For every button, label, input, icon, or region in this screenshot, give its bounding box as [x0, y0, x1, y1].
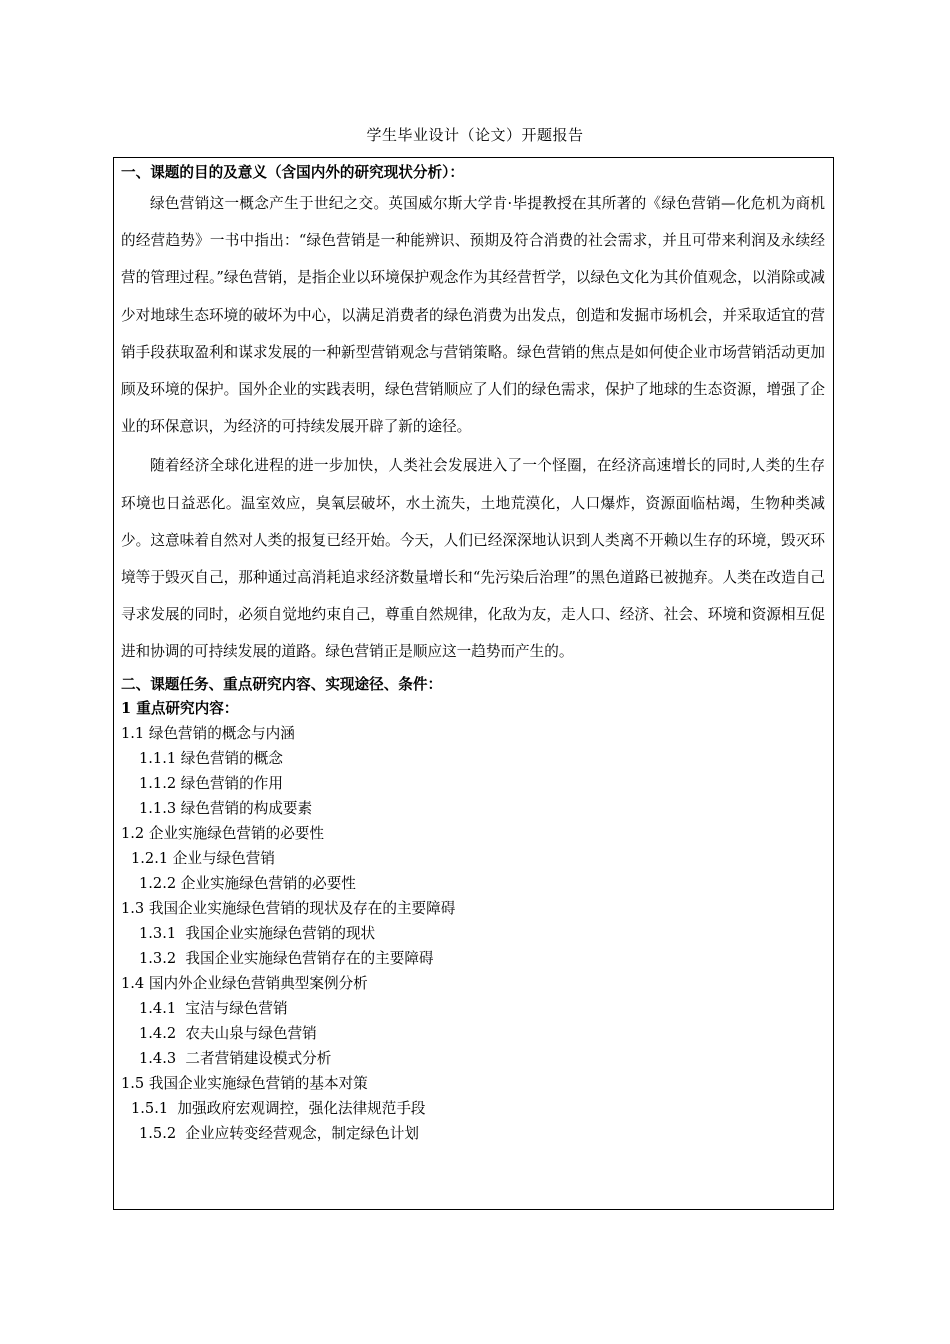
- outline-item: 1.3.1 我国企业实施绿色营销的现状: [139, 924, 376, 942]
- report-content: [121, 161, 825, 1146]
- report-table-frame: [113, 157, 834, 1210]
- outline-item: 1.4 国内外企业绿色营销典型案例分析: [121, 974, 368, 992]
- section-2-subheading: 1 重点研究内容：: [121, 699, 239, 717]
- outline-item: 1.5.2 企业应转变经营观念，制定绿色计划: [139, 1124, 419, 1142]
- outline-item: 1.5 我国企业实施绿色营销的基本对策: [121, 1074, 368, 1092]
- outline-item: 1.4.2 农夫山泉与绿色营销: [139, 1024, 317, 1042]
- outline-item: 1.2.2 企业实施绿色营销的必要性: [139, 874, 356, 892]
- outline-item: 1.2 企业实施绿色营销的必要性: [121, 824, 324, 842]
- outline-item: 1.1.1 绿色营销的概念: [139, 749, 283, 767]
- research-outline: [121, 721, 825, 1146]
- outline-item: 1.4.3 二者营销建设模式分析: [139, 1049, 332, 1067]
- section-2-heading: 二、课题任务、重点研究内容、实现途径、条件：: [121, 675, 443, 693]
- outline-item: 1.2.1 企业与绿色营销: [131, 849, 275, 867]
- outline-item: 1.3.2 我国企业实施绿色营销存在的主要障碍: [139, 949, 434, 967]
- outline-item: 1.3 我国企业实施绿色营销的现状及存在的主要障碍: [121, 899, 456, 917]
- outline-item: 1.1.2 绿色营销的作用: [139, 774, 283, 792]
- outline-item: 1.4.1 宝洁与绿色营销: [139, 999, 288, 1017]
- section-1-paragraph-2: 随着经济全球化进程的进一步加快，人类社会发展进入了一个怪圈，在经济高速增长的同时,人类的生存环境也日益恶化。温室效应，臭氧层破坏，水土流失，土地荒漠化，人口爆炸，资源面临枯竭，生物种类减少。这意味着自然对人类的报复已经开始。今天，人们已经深深地认识到人类离不开赖以生存的环境，毁灭环境等于毁灭自己，那种通过高消耗追求经济数量增长和“先污染后治理”的黑色道路已被抛弃。人类在改造自己寻求发展的同时，必须自觉地约束自己，尊重自然规律，化敌为友，走人口、经济、社会、环境和资源相互促进和协调的可持续发展的道路。绿色营销正是顺应这一趋势而产生的。: [121, 457, 825, 661]
- section-1-heading: 一、课题的目的及意义（含国内外的研究现状分析）：: [121, 164, 464, 181]
- section-1-paragraph-1: 绿色营销这一概念产生于世纪之交。英国威尔斯大学肯·毕提教授在其所著的《绿色营销—化危机为商机的经营趋势》一书中指出：“绿色营销是一种能辨识、预期及符合消费的社会需求，并且可带来利润及永续经营的管理过程。”绿色营销，是指企业以环境保护观念作为其经营哲学，以绿色文化为其价值观念，以消除或减少对地球生态环境的破坏为中心，以满足消费者的绿色消费为出发点，创造和发掘市场机会，并采取适宜的营销手段获取盈利和谋求发展的一种新型营销观念与营销策略。绿色营销的焦点是如何使企业市场营销活动更加顾及环境的保护。国外企业的实践表明，绿色营销顺应了人们的绿色需求，保护了地球的生态资源，增强了企业的环保意识，为经济的可持续发展开辟了新的途径。: [121, 195, 825, 436]
- document-title: 学生毕业设计（论文）开题报告: [366, 126, 584, 144]
- outline-item: 1.1 绿色营销的概念与内涵: [121, 724, 295, 742]
- outline-item: 1.5.1 加强政府宏观调控，强化法律规范手段: [131, 1099, 426, 1117]
- outline-item: 1.1.3 绿色营销的构成要素: [139, 799, 313, 817]
